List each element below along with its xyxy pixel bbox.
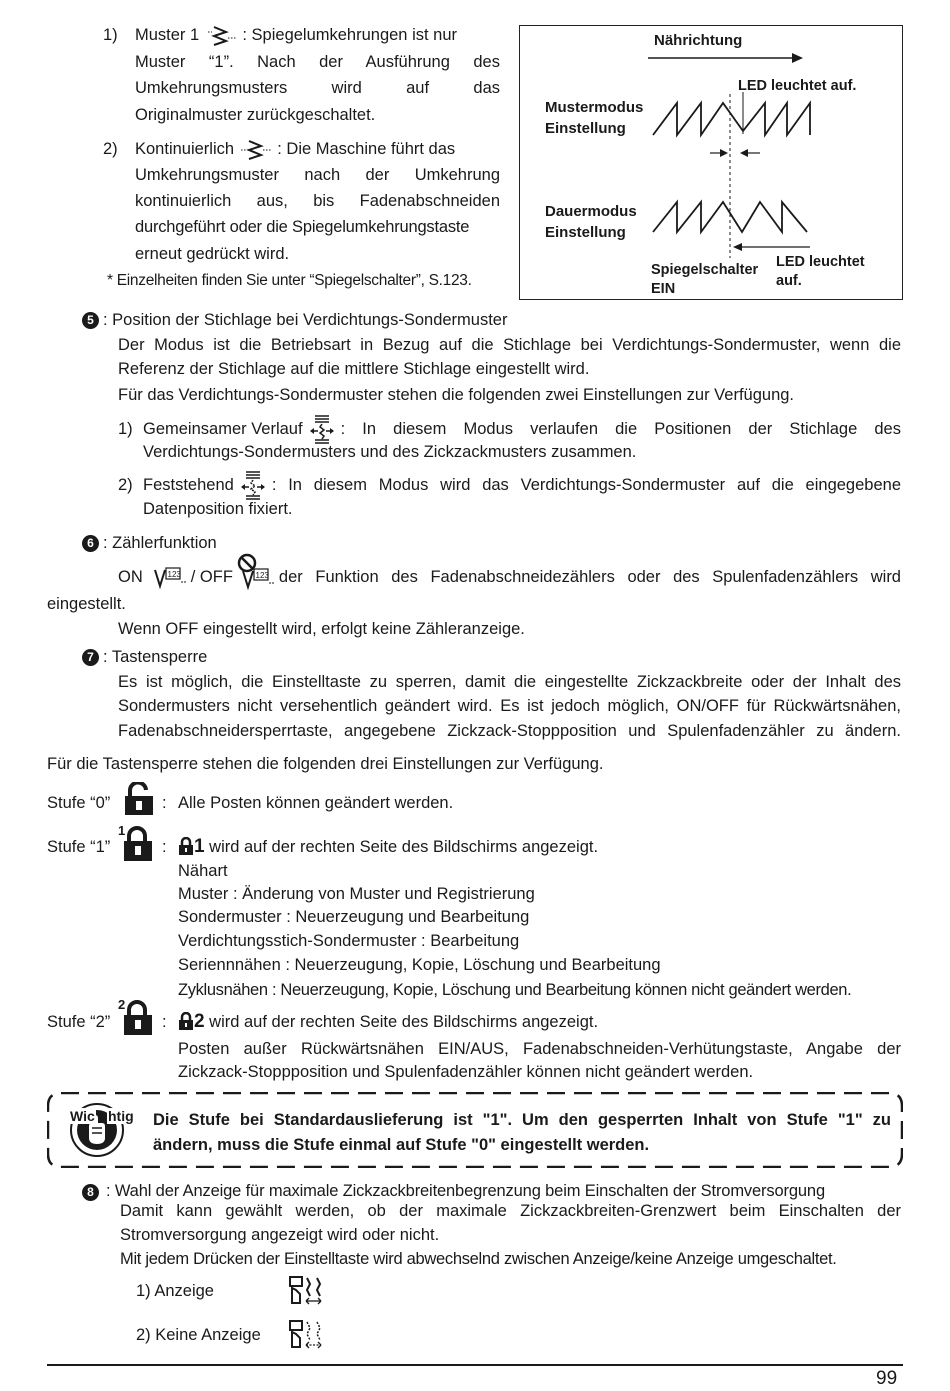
- level-2-badge: 2: [194, 1011, 205, 1032]
- level-1-list-3: Verdichtungsstich-Sondermuster : Bearbeitung: [178, 932, 520, 950]
- item1-text-4: Originalmuster zurückgeschaltet.: [135, 106, 376, 124]
- level-0-label: Stufe “0”: [47, 794, 111, 812]
- item2-text-3: kontinuierlich aus, bis Fadenabschneiden: [135, 192, 500, 210]
- section-6-line-2: eingestellt.: [47, 595, 126, 613]
- level-2-colon: :: [162, 1013, 167, 1031]
- important-label-left: Wic: [70, 1108, 95, 1124]
- mirror-continuous-icon: [239, 138, 273, 162]
- svg-text:123: 123: [167, 570, 181, 579]
- level-2-list-0: Posten außer Rückwärtsnähen EIN/AUS, Fadenabschneiden-Verhütungstaste, Angabe der: [178, 1040, 901, 1058]
- section-5-option-2: 2) Feststehend : In diesem Modus wird das Verdichtungs-Sondermuster auf die eingegebene: [118, 470, 901, 500]
- led-bottom-label-2: auf.: [776, 273, 802, 289]
- width-display-icon: [288, 1276, 328, 1306]
- level-1-list-1: Muster : Änderung von Muster und Registrierung: [178, 885, 535, 903]
- section-6-line-1: ON 123 / OFF 123 der Funktion des Fadenabschneidezählers oder des Spulenfadenzählers wird: [118, 563, 901, 591]
- section-8-option-2: 2) Keine Anzeige: [136, 1326, 261, 1344]
- level-2-list-1: Zickzack-Stoppposition und Spulenfadenzähler können nicht geändert werden.: [178, 1063, 754, 1081]
- important-note: [47, 1092, 903, 1168]
- level-1-label: Stufe “1”: [47, 838, 111, 856]
- important-line-2: ändern, muss die Stufe einmal auf Stufe "0" eingestellt werden.: [153, 1136, 650, 1154]
- item2-text-4: durchgeführt oder die Spiegelumkehrungstaste: [135, 218, 470, 236]
- counter-off-icon: [237, 553, 277, 591]
- section-5-title: : Position der Stichlage bei Verdichtungs-Sondermuster: [103, 311, 508, 329]
- section-7-p-3: Fadenabschneidersperrtaste, angegebene Zickzack-Stoppposition und Spulenfadenzähler zu ändern.: [118, 722, 901, 740]
- led-bottom-label-1: LED leuchtet: [776, 254, 865, 270]
- level-1-list-5: Zyklusnähen : Neuerzeugung, Kopie, Löschung und Bearbeitung können nicht geändert werden.: [178, 981, 852, 999]
- section-8-p-2: Stromversorgung angezeigt wird oder nicht.: [120, 1226, 440, 1244]
- led-top-label: LED leuchtet auf.: [738, 78, 857, 94]
- section-7-p-1: Es ist möglich, die Einstelltaste zu sperren, damit die eingestellte Zickzackbreite oder der Inhalt des: [118, 673, 901, 691]
- section-6-number: 6: [82, 535, 99, 552]
- level-2-label: Stufe “2”: [47, 1013, 111, 1031]
- item2-text-2: Umkehrungsmuster nach der Umkehrung: [135, 166, 500, 184]
- lock-level-2-icon: [118, 998, 156, 1036]
- item2-label: Kontinuierlich : Die Maschine führt das: [135, 137, 455, 162]
- no-width-display-icon: [288, 1320, 328, 1350]
- levels-intro: Für die Tastensperre stehen die folgenden drei Einstellungen zur Verfügung.: [47, 755, 604, 773]
- level-1-list-0: Nähart: [178, 862, 228, 880]
- switch-label-2: EIN: [651, 281, 676, 297]
- unlocked-icon: [122, 782, 156, 816]
- level-2-text: 2 wird auf der rechten Seite des Bildschirms angezeigt.: [178, 1010, 598, 1034]
- mirror-single-icon: [204, 24, 238, 48]
- level-1-text: 1 wird auf der rechten Seite des Bildschirms angezeigt.: [178, 835, 598, 859]
- level-1-colon: :: [162, 838, 167, 856]
- section-8-p-1: Damit kann gewählt werden, ob der maximale Zickzackbreiten-Grenzwert beim Einschalten der: [120, 1202, 901, 1220]
- muster-label-1: Mustermodus: [545, 99, 644, 116]
- item2-number: 2): [103, 140, 118, 158]
- section-5-option-1-cont: Verdichtungs-Sondermusters und des Zickzackmusters zusammen.: [143, 443, 637, 461]
- section-5-p1-2: Referenz der Stichlage auf die mittlere Stichlage eingestellt wird.: [118, 360, 590, 378]
- section-8-number: 8: [82, 1184, 99, 1201]
- muster-label-2: Einstellung: [545, 120, 626, 137]
- level-1-list-2: Sondermuster : Neuerzeugung und Bearbeitung: [178, 908, 530, 926]
- important-label-right: htig: [108, 1108, 134, 1124]
- dauer-label-1: Dauermodus: [545, 203, 637, 220]
- level-0-text: Alle Posten können geändert werden.: [178, 794, 454, 812]
- section-8-p-3: Mit jedem Drücken der Einstelltaste wird abwechselnd zwischen Anzeige/keine Anzeige umgeschaltet.: [120, 1250, 837, 1268]
- level-0-colon: :: [162, 794, 167, 812]
- section-5-option-2-cont: Datenposition fixiert.: [143, 500, 293, 518]
- item1-label: Muster 1 : Spiegelumkehrungen ist nur: [135, 23, 457, 48]
- item1-number: 1): [103, 26, 118, 44]
- mirror-diagram: [519, 25, 903, 300]
- section-7-title: : Tastensperre: [103, 648, 208, 666]
- important-line-1: Die Stufe bei Standardauslieferung ist "1". Um den gesperrten Inhalt von Stufe "1" zu: [153, 1111, 891, 1129]
- level-1-list-4: Seriennnähen : Neuerzeugung, Kopie, Löschung und Bearbeitung: [178, 956, 661, 974]
- level-1-badge: 1: [194, 836, 205, 857]
- section-5-p2: Für das Verdichtungs-Sondermuster stehen die folgenden zwei Einstellungen zur Verfügung.: [118, 386, 795, 404]
- switch-label-1: Spiegelschalter: [651, 262, 759, 278]
- diagram-graphic: [520, 26, 904, 301]
- item1-text-2: Muster “1”. Nach der Ausführung des: [135, 53, 500, 71]
- footnote: * Einzelheiten finden Sie unter “Spiegelschalter”, S.123.: [107, 272, 472, 289]
- svg-text:123: 123: [255, 571, 269, 580]
- item2-text-5: erneut gedrückt wird.: [135, 245, 290, 263]
- page-number: 99: [876, 1368, 898, 1389]
- dauer-label-2: Einstellung: [545, 224, 626, 241]
- item1-text-3: Umkehrungsmusters wird auf das: [135, 79, 500, 97]
- lock-level-1-icon: [118, 824, 156, 862]
- direction-label: Nährichtung: [654, 32, 743, 49]
- section-7-number: 7: [82, 649, 99, 666]
- section-5-p1-1: Der Modus ist die Betriebsart in Bezug auf die Stichlage bei Verdichtungs-Sondermuster, wenn die: [118, 336, 901, 354]
- section-6-line-3: Wenn OFF eingestellt wird, erfolgt keine Zähleranzeige.: [118, 620, 525, 638]
- section-8-option-1: 1) Anzeige: [136, 1282, 214, 1300]
- section-5-option-1: 1) Gemeinsamer Verlauf : In diesem Modus verlaufen die Positionen der Stichlage des: [118, 414, 901, 444]
- section-5-number: 5: [82, 312, 99, 329]
- fixed-position-icon: [238, 470, 268, 500]
- footer-rule: [47, 1364, 903, 1366]
- small-lock-icon: [178, 1012, 194, 1030]
- section-6-title: : Zählerfunktion: [103, 534, 217, 552]
- counter-on-icon: [153, 564, 189, 590]
- section-7-p-2: Sondermusters nicht versehentlich geändert wird. Es ist jedoch möglich, ON/OFF für Rückwärtsnähen,: [118, 697, 901, 715]
- svg-text:2: 2: [118, 998, 126, 1012]
- small-lock-icon: [178, 837, 194, 855]
- svg-text:1: 1: [118, 824, 126, 838]
- section-8-title: : Wahl der Anzeige für maximale Zickzackbreitenbegrenzung beim Einschalten der Stromversorgung: [106, 1182, 825, 1200]
